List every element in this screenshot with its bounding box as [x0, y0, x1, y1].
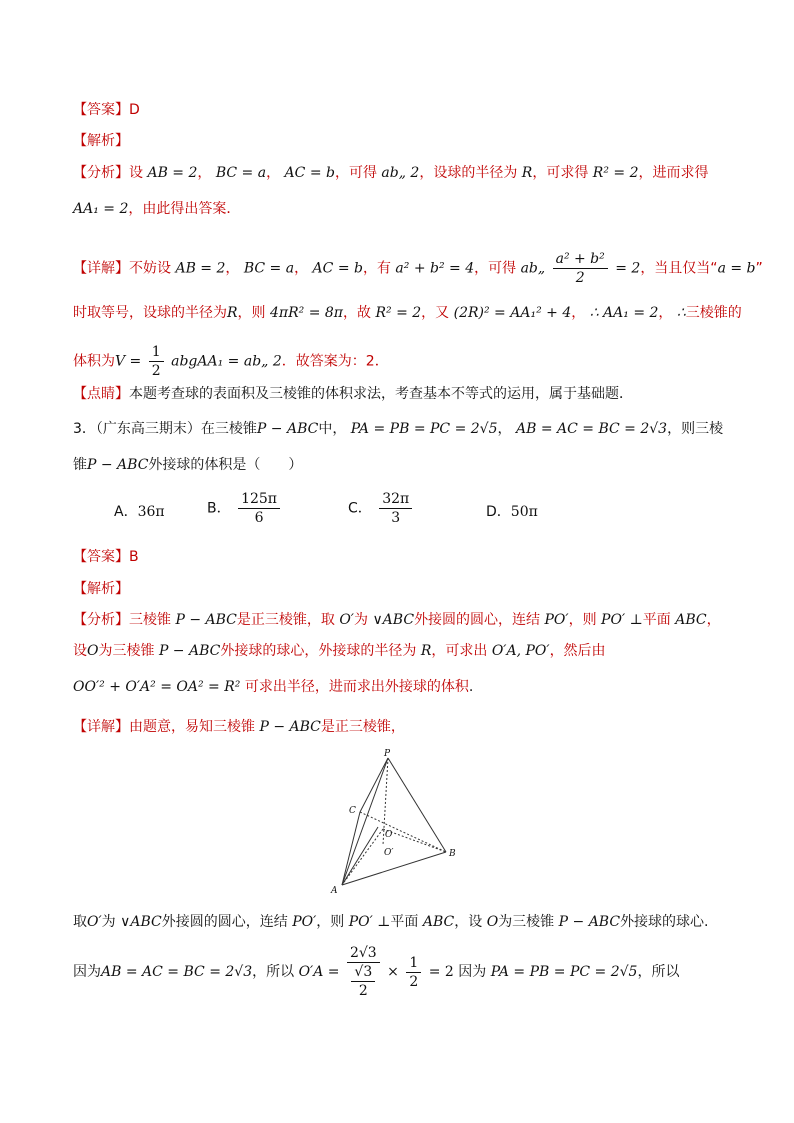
q3-fenxi-line-3	[73, 677, 473, 697]
option-value: 50π	[510, 504, 538, 520]
math: 4πR² = 8π	[270, 305, 344, 321]
math: PO′ ⊥	[348, 914, 391, 930]
text: ，则	[316, 914, 345, 930]
math: P − ABC	[256, 421, 319, 437]
text: ．	[374, 353, 389, 370]
math: AC = b	[312, 260, 363, 277]
math: P − ABC	[158, 643, 221, 659]
text: ，又	[421, 305, 450, 321]
text: 不妨设	[129, 260, 171, 277]
frac-den: 2	[151, 363, 161, 379]
math: R	[227, 305, 238, 321]
fraction	[379, 490, 412, 527]
text: 时取等号，设球的半径为	[73, 305, 227, 321]
math: ×	[387, 964, 399, 980]
text: 中，	[318, 421, 347, 437]
text: ”	[755, 260, 763, 277]
math: AA₁ = 2	[73, 201, 129, 217]
text: ，所以	[252, 964, 295, 980]
text: ，由此得出答案．	[128, 201, 241, 217]
text: 三棱锥	[129, 612, 171, 628]
text: 平面	[390, 914, 419, 930]
text: ，可得	[334, 165, 377, 181]
answer-tag: 【答案】	[73, 102, 129, 118]
label-c: C	[349, 806, 356, 816]
text: 为三棱锥	[98, 643, 155, 659]
frac-num: 1	[149, 343, 164, 362]
text: ，	[571, 305, 586, 321]
math: AB = AC = BC = 2√3	[101, 964, 253, 980]
edge-pc	[360, 758, 388, 812]
frac-num: 1	[406, 954, 421, 973]
math: O	[87, 643, 99, 659]
fraction	[149, 343, 164, 380]
answer-tag: 【答案】	[73, 549, 129, 565]
frac-den: 3	[391, 510, 401, 526]
complex-fraction	[347, 944, 380, 1000]
frac-num: a² + b²	[553, 250, 608, 269]
text: ，	[658, 305, 673, 321]
math: O′A =	[298, 964, 340, 980]
q3-fenxi-line-1	[73, 610, 721, 630]
q2-xiangjie-line-1: 【详解】不妨设 AB = 2， BC = a， AC = b，有 a² + b² = 4，可得 ab„ $\frac{\text{a² + b²}}{2}$ = 2，当且仅当“a = b”	[73, 251, 763, 286]
math: ∴ AA₁ = 2	[589, 305, 659, 321]
q2-analysis-line	[73, 131, 129, 151]
q3-xiangjie-line-2	[73, 912, 709, 932]
text: .	[468, 679, 474, 695]
fenxi-tag: 【分析】	[73, 612, 129, 628]
q2-answer-line	[73, 100, 140, 120]
radius-oa	[342, 829, 383, 885]
math: abgAA₁ = ab„ 2	[171, 353, 282, 370]
answer: 2	[365, 353, 375, 370]
fraction	[406, 954, 421, 991]
text: ，可求得	[532, 165, 589, 181]
text: 外接球的体积是（ ）	[148, 457, 303, 473]
label-o: O	[385, 830, 393, 840]
text: ，当且仅当“	[640, 260, 718, 277]
math: ABC	[675, 612, 707, 628]
label-b: B	[449, 849, 456, 859]
math: V =	[115, 353, 142, 370]
math: BC = a	[215, 165, 267, 181]
q2-fenxi-line-1: 【分析】设 AB = 2， BC = a， AC = b，可得 ab„ 2，设球的半径为 R，可求得 R² = 2，进而求得	[73, 165, 709, 181]
math: R² = 2	[375, 305, 422, 321]
xiangjie-tag: 【详解】	[73, 260, 129, 277]
frac-num: 125π	[238, 490, 280, 509]
option-label: A．	[114, 504, 138, 520]
math: a = b	[717, 260, 756, 277]
text: ，则	[237, 305, 266, 321]
text: 是正三棱锥，取	[236, 612, 335, 628]
option-d[interactable]	[486, 502, 538, 522]
math: AB = AC = BC = 2√3	[515, 421, 668, 437]
q2-dianjing-line	[73, 384, 633, 404]
text: ．故答案为：	[281, 353, 366, 370]
math: P − ABC	[558, 914, 621, 930]
math: O	[486, 914, 499, 930]
math: (2R)² = AA₁² + 4	[453, 305, 572, 321]
answer-value: D	[129, 102, 140, 118]
text: 三棱锥的	[685, 305, 742, 321]
option-b[interactable]	[207, 490, 283, 527]
math: P − ABC	[259, 719, 321, 735]
tetrahedron-figure	[320, 745, 470, 895]
math: O′	[339, 612, 354, 628]
inner-fraction	[351, 963, 375, 1000]
edge-pa	[342, 758, 388, 885]
text: 是正三棱锥，	[320, 719, 405, 735]
q3-analysis-line	[73, 579, 129, 599]
math: P − ABC	[87, 457, 149, 473]
q2-xiangjie-line-3	[73, 343, 389, 380]
math: R	[420, 643, 432, 659]
text: ，故	[343, 305, 372, 321]
text: ，	[706, 612, 721, 628]
frac-den-fraction	[347, 963, 380, 1000]
option-c[interactable]	[348, 490, 415, 527]
text: 设	[73, 643, 87, 659]
fenxi-tag: 【分析】	[73, 165, 129, 181]
math: O′	[87, 914, 102, 930]
label-o-prime: O′	[384, 848, 394, 858]
text: 3．（广东高三期末）在三棱锥	[73, 421, 257, 437]
math: a² + b² = 4	[395, 260, 475, 277]
analysis-tag: 【解析】	[73, 133, 129, 149]
q3-stem-line-2	[73, 455, 302, 475]
math: ABC	[422, 914, 455, 930]
edge-ac	[342, 812, 360, 885]
frac-num: 32π	[379, 490, 412, 509]
text: 为	[101, 914, 116, 930]
math: R² = 2	[592, 165, 639, 181]
q2-xiangjie-line-2	[73, 303, 742, 323]
math: ab„	[520, 260, 546, 277]
answer-value: B	[129, 549, 139, 565]
text: 平面	[642, 612, 671, 628]
q3-answer-line	[73, 547, 139, 567]
q3-stem-line-1	[73, 419, 723, 439]
text: ，进而求得	[638, 165, 709, 181]
option-a[interactable]	[114, 502, 165, 522]
math: O′A, PO′	[491, 643, 550, 659]
text: ，设	[454, 914, 483, 930]
text: 锥	[73, 457, 87, 473]
text: 外接圆的圆心，连结	[414, 612, 541, 628]
math: PA = PB = PC = 2√5	[350, 421, 498, 437]
math: AB = 2	[175, 260, 226, 277]
dianjing-text: 本题考查球的表面积及三棱锥的体积求法，考查基本不等式的运用，属于基础题．	[129, 386, 633, 402]
analysis-tag: 【解析】	[73, 581, 129, 597]
math: ∴	[676, 305, 686, 321]
frac-den: 2	[575, 270, 585, 286]
text: ，所以	[637, 964, 680, 980]
math: ab„ 2	[381, 165, 420, 181]
math: = 2	[428, 964, 454, 980]
label-a: A	[331, 886, 338, 895]
math: OO′² + O′A² = OA² = R²	[73, 679, 241, 695]
frac-den: 2	[409, 973, 419, 990]
text: 为	[353, 612, 368, 628]
label-p: P	[384, 749, 391, 759]
fraction	[238, 490, 280, 527]
text: ，可求出	[431, 643, 488, 659]
math: BC = a	[243, 260, 295, 277]
q2-fenxi-line-2	[73, 199, 240, 219]
frac-den: 2	[358, 983, 368, 999]
text: ，有	[362, 260, 391, 277]
text: 可求出半径，进而求出外接球的体积	[244, 679, 469, 695]
math: AC = b	[284, 165, 335, 181]
text: 外接圆的圆心，连结	[161, 914, 288, 930]
math: PO′	[544, 612, 569, 628]
text: 因为	[458, 964, 487, 980]
math: PO′	[292, 914, 317, 930]
frac-num: 2√3	[347, 944, 380, 963]
text: 因为	[73, 964, 101, 980]
math: PA = PB = PC = 2√5	[490, 964, 638, 980]
text: ，则三棱	[667, 421, 724, 437]
frac-den: 6	[254, 510, 264, 526]
text: 外接球的球心.	[620, 914, 709, 930]
edge-ab	[342, 852, 446, 885]
q3-xiangjie-line-3	[73, 944, 679, 1000]
text: 体积为	[73, 353, 115, 370]
text: ，然后由	[549, 643, 606, 659]
option-label: D．	[486, 504, 511, 520]
text: ，则	[568, 612, 597, 628]
math: PO′ ⊥	[601, 612, 643, 628]
text: 外接球的球心，外接球的半径为	[220, 643, 417, 659]
math: ∨ABC	[120, 914, 162, 930]
dianjing-tag: 【点睛】	[73, 386, 129, 402]
fraction	[553, 250, 608, 287]
math: ∨ABC	[372, 612, 415, 628]
option-value: 36π	[137, 504, 165, 520]
math: P − ABC	[175, 612, 237, 628]
edge-pb	[388, 758, 446, 852]
xiangjie-tag: 【详解】	[73, 719, 129, 735]
q3-fenxi-line-2	[73, 641, 606, 661]
text: ，设球的半径为	[419, 165, 518, 181]
option-label: C．	[348, 500, 372, 517]
text: ，	[497, 421, 512, 437]
text: 为三棱锥	[498, 914, 555, 930]
math: = 2	[615, 260, 641, 277]
frac-num: √3	[351, 963, 375, 982]
text: 设	[129, 165, 143, 181]
math: AB = 2	[147, 165, 198, 181]
text: 由题意，易知三棱锥	[129, 719, 255, 735]
option-label: B．	[207, 500, 231, 517]
text: 取	[73, 914, 87, 930]
text: ，可得	[474, 260, 517, 277]
math: R	[521, 165, 533, 181]
q3-xiangjie-line-1	[73, 717, 405, 737]
